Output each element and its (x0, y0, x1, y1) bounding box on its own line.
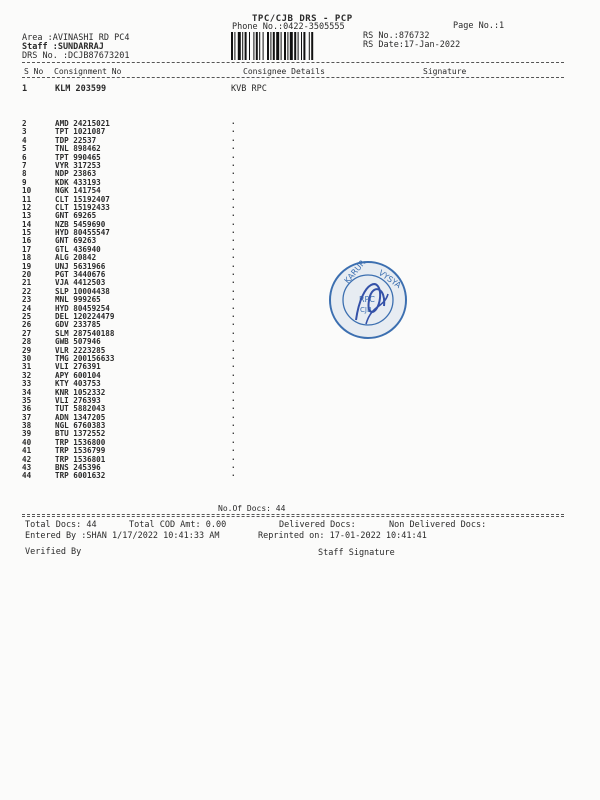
staff-label: Staff :SUNDARRAJ (22, 42, 104, 52)
col-consignee: Consignee Details (243, 67, 325, 76)
row-consignee-dot: · (231, 437, 236, 447)
verified-by: Verified By (25, 547, 82, 557)
rs-number: RS No.:876732 (363, 31, 430, 41)
row-consignment: HYD 80459254 (55, 303, 110, 313)
barcode (230, 32, 354, 60)
row-sno: 8 (22, 169, 27, 179)
row-consignee-dot: · (231, 119, 236, 128)
row-sno: 38 (22, 421, 32, 431)
row-consignment: VLI 276391 (55, 362, 101, 372)
row-consignment: TRP 1536800 (55, 437, 106, 447)
row-consignee-dot: · (231, 177, 236, 187)
consignment-list (22, 120, 241, 481)
row-consignee-dot: · (231, 202, 236, 212)
row-sno: 3 (22, 127, 27, 137)
row-consignment: GNT 69263 (55, 236, 97, 246)
row-sno: 17 (22, 244, 32, 254)
row-consignee-dot: · (231, 387, 236, 397)
row-sno: 19 (22, 261, 32, 271)
svg-text:VYSYA: VYSYA (376, 268, 403, 291)
row-sno: 6 (22, 152, 27, 162)
row-consignee-dot: · (231, 244, 236, 254)
row-consignee-dot: · (231, 412, 236, 422)
row-consignment: VJA 4412503 (55, 278, 106, 288)
row-sno: 16 (22, 236, 32, 246)
row-consignment: GTL 436940 (55, 244, 101, 254)
row-consignment: DEL 120224479 (55, 311, 115, 321)
row-consignment: TNL 898462 (55, 144, 101, 154)
row-sno: 4 (22, 135, 27, 145)
bank-stamp (326, 258, 410, 342)
columns-divider (22, 77, 564, 78)
svg-text:CJB: CJB (360, 306, 372, 314)
row-consignment: HYD 80455547 (55, 228, 110, 238)
row-sno: 15 (22, 228, 32, 238)
svg-text:RPC: RPC (359, 295, 375, 304)
row-sno: 31 (22, 362, 32, 372)
footer-divider-bottom (22, 516, 564, 517)
row-consignment: TPT 1021087 (55, 127, 106, 137)
row-sno: 10 (22, 186, 32, 196)
row-consignment: TPT 990465 (55, 152, 101, 162)
row-sno: 14 (22, 219, 32, 229)
header-divider (22, 62, 564, 63)
staff-signature: Staff Signature (318, 548, 395, 558)
non-delivered-docs: Non Delivered Docs: (389, 520, 487, 530)
table-row-first (22, 84, 267, 94)
row-sno: 33 (22, 379, 32, 389)
row-consignee-dot: · (231, 160, 236, 170)
row-sno: 28 (22, 337, 32, 347)
row-consignment: KTY 403753 (55, 379, 101, 389)
row-sno: 26 (22, 320, 32, 330)
row-sno: 23 (22, 295, 32, 305)
row-consignee-dot: · (231, 454, 236, 464)
row-sno: 9 (22, 177, 27, 187)
row-consignee-dot: · (231, 345, 236, 355)
document-title: TPC/CJB DRS - PCP (252, 14, 353, 24)
row-consignee-dot: · (231, 429, 236, 439)
row-consignee-dot: · (231, 194, 236, 204)
row-consignment: PGT 3440676 (55, 270, 106, 280)
phone-number: Phone No.:0422-3505555 (232, 22, 345, 32)
row-consignment: BTU 1372552 (55, 429, 106, 439)
row-consignee-dot: · (231, 311, 236, 321)
row-consignment: SLM 287540188 (55, 328, 115, 338)
row-consignee-dot: · (231, 236, 236, 246)
row-sno: 11 (22, 194, 32, 204)
row-consignee-dot: · (231, 463, 236, 473)
row-consignment: TRP 1536801 (55, 454, 106, 464)
row-sno: 7 (22, 160, 27, 170)
page-number: Page No.:1 (453, 21, 505, 31)
total-cod: Total COD Amt: 0.00 (129, 520, 227, 530)
row-sno: 13 (22, 211, 32, 221)
row-consignment: TRP 6001632 (55, 471, 106, 481)
row-sno: 1 (22, 84, 28, 94)
row-sno: 35 (22, 395, 32, 405)
row-sno: 37 (22, 412, 32, 422)
col-consignment: Consignment No (54, 67, 122, 76)
footer-divider-top (22, 514, 564, 515)
row-consignee-dot: · (231, 219, 236, 229)
row-consignment: ALG 20842 (55, 253, 97, 263)
row-sno: 2 (22, 119, 27, 128)
row-consignee-dot: · (231, 379, 236, 389)
row-sno: 40 (22, 437, 32, 447)
row-sno: 39 (22, 429, 32, 439)
row-consignment: GDV 233785 (55, 320, 101, 330)
row-sno: 22 (22, 286, 32, 296)
row-consignment: MNL 999265 (55, 295, 101, 305)
entered-by: Entered By :SHAN 1/17/2022 10:41:33 AM (25, 531, 220, 541)
row-consignment: NGL 6760383 (55, 421, 106, 431)
row-consignment: AMD 24215021 (55, 119, 110, 128)
table-row (22, 472, 241, 480)
area-label: Area :AVINASHI RD PC4 (22, 33, 130, 43)
row-consignee-dot: · (231, 127, 236, 137)
reprinted-on: Reprinted on: 17-01-2022 10:41:41 (258, 531, 427, 541)
row-consignee-dot: · (231, 404, 236, 414)
row-consignee-dot: · (231, 328, 236, 338)
row-consignment: NGK 141754 (55, 186, 101, 196)
row-consignee-dot: · (231, 320, 236, 330)
row-sno: 32 (22, 370, 32, 380)
row-consignment: UNJ 5631966 (55, 261, 106, 271)
row-sno: 20 (22, 270, 32, 280)
row-consignment: KNR 1052332 (55, 387, 106, 397)
row-sno: 5 (22, 144, 27, 154)
no-of-docs: No.Of Docs: 44 (218, 504, 286, 513)
row-consignment: CLT 15192433 (55, 202, 110, 212)
row-sno: 24 (22, 303, 32, 313)
row-consignee-dot: · (231, 261, 236, 271)
row-consignment: NDP 23863 (55, 169, 97, 179)
row-consignment: BNS 245396 (55, 463, 101, 473)
row-consignment: APY 600104 (55, 370, 101, 380)
row-consignee-dot: · (231, 370, 236, 380)
row-consignment: TMG 200156633 (55, 353, 115, 363)
row-sno: 29 (22, 345, 32, 355)
row-consignment: GNT 69265 (55, 211, 97, 221)
row-sno: 44 (22, 471, 32, 481)
row-consignee-dot: · (231, 253, 236, 263)
total-docs: Total Docs: 44 (25, 520, 97, 530)
row-sno: 27 (22, 328, 32, 338)
col-sno: S No (24, 67, 44, 76)
row-consignee-dot: · (231, 353, 236, 363)
drs-number: DRS No. :DCJB87673201 (22, 51, 130, 61)
row-consignee-dot: · (231, 211, 236, 221)
row-consignee-dot: · (231, 286, 236, 296)
row-sno: 30 (22, 353, 32, 363)
row-consignee-dot: · (231, 303, 236, 313)
row-consignee-dot: · (231, 446, 236, 456)
row-sno: 21 (22, 278, 32, 288)
row-sno: 43 (22, 463, 32, 473)
row-consignee-dot: · (231, 228, 236, 238)
row-consignment: SLP 10004438 (55, 286, 110, 296)
row-consignment: NZB 5459690 (55, 219, 106, 229)
row-consignee: KVB RPC (231, 84, 267, 94)
row-consignment: TRP 1536799 (55, 446, 106, 456)
row-sno: 36 (22, 404, 32, 414)
row-consignment: TDP 22537 (55, 135, 97, 145)
row-consignment: ADN 1347205 (55, 412, 106, 422)
row-consignee-dot: · (231, 337, 236, 347)
row-consignment: TUT 5882043 (55, 404, 106, 414)
row-consignee-dot: · (231, 144, 236, 154)
row-sno: 25 (22, 311, 32, 321)
delivered-docs: Delivered Docs: (279, 520, 356, 530)
row-sno: 42 (22, 454, 32, 464)
row-consignee-dot: · (231, 421, 236, 431)
row-sno: 41 (22, 446, 32, 456)
row-consignee-dot: · (231, 169, 236, 179)
row-consignment: KDK 433193 (55, 177, 101, 187)
row-sno: 12 (22, 202, 32, 212)
row-consignee-dot: · (231, 135, 236, 145)
row-consignment: KLM 203599 (55, 84, 107, 94)
totals-line (25, 520, 486, 530)
row-consignment: VYR 317253 (55, 160, 101, 170)
row-consignee-dot: · (231, 395, 236, 405)
rs-date: RS Date:17-Jan-2022 (363, 40, 461, 50)
row-sno: 34 (22, 387, 32, 397)
row-consignee-dot: · (231, 295, 236, 305)
row-consignee-dot: · (231, 278, 236, 288)
row-sno: 18 (22, 253, 32, 263)
row-consignee-dot: · (231, 152, 236, 162)
row-consignment: CLT 15192407 (55, 194, 110, 204)
col-signature: Signature (423, 67, 467, 76)
row-consignee-dot: · (231, 362, 236, 372)
row-consignment: VLR 2223285 (55, 345, 106, 355)
row-consignee-dot: · (231, 186, 236, 196)
svg-text:KARUR: KARUR (342, 258, 368, 286)
row-consignee-dot: · (231, 270, 236, 280)
row-consignee-dot: · (231, 471, 236, 481)
row-consignment: VLI 276393 (55, 395, 101, 405)
row-consignment: GWB 507946 (55, 337, 101, 347)
